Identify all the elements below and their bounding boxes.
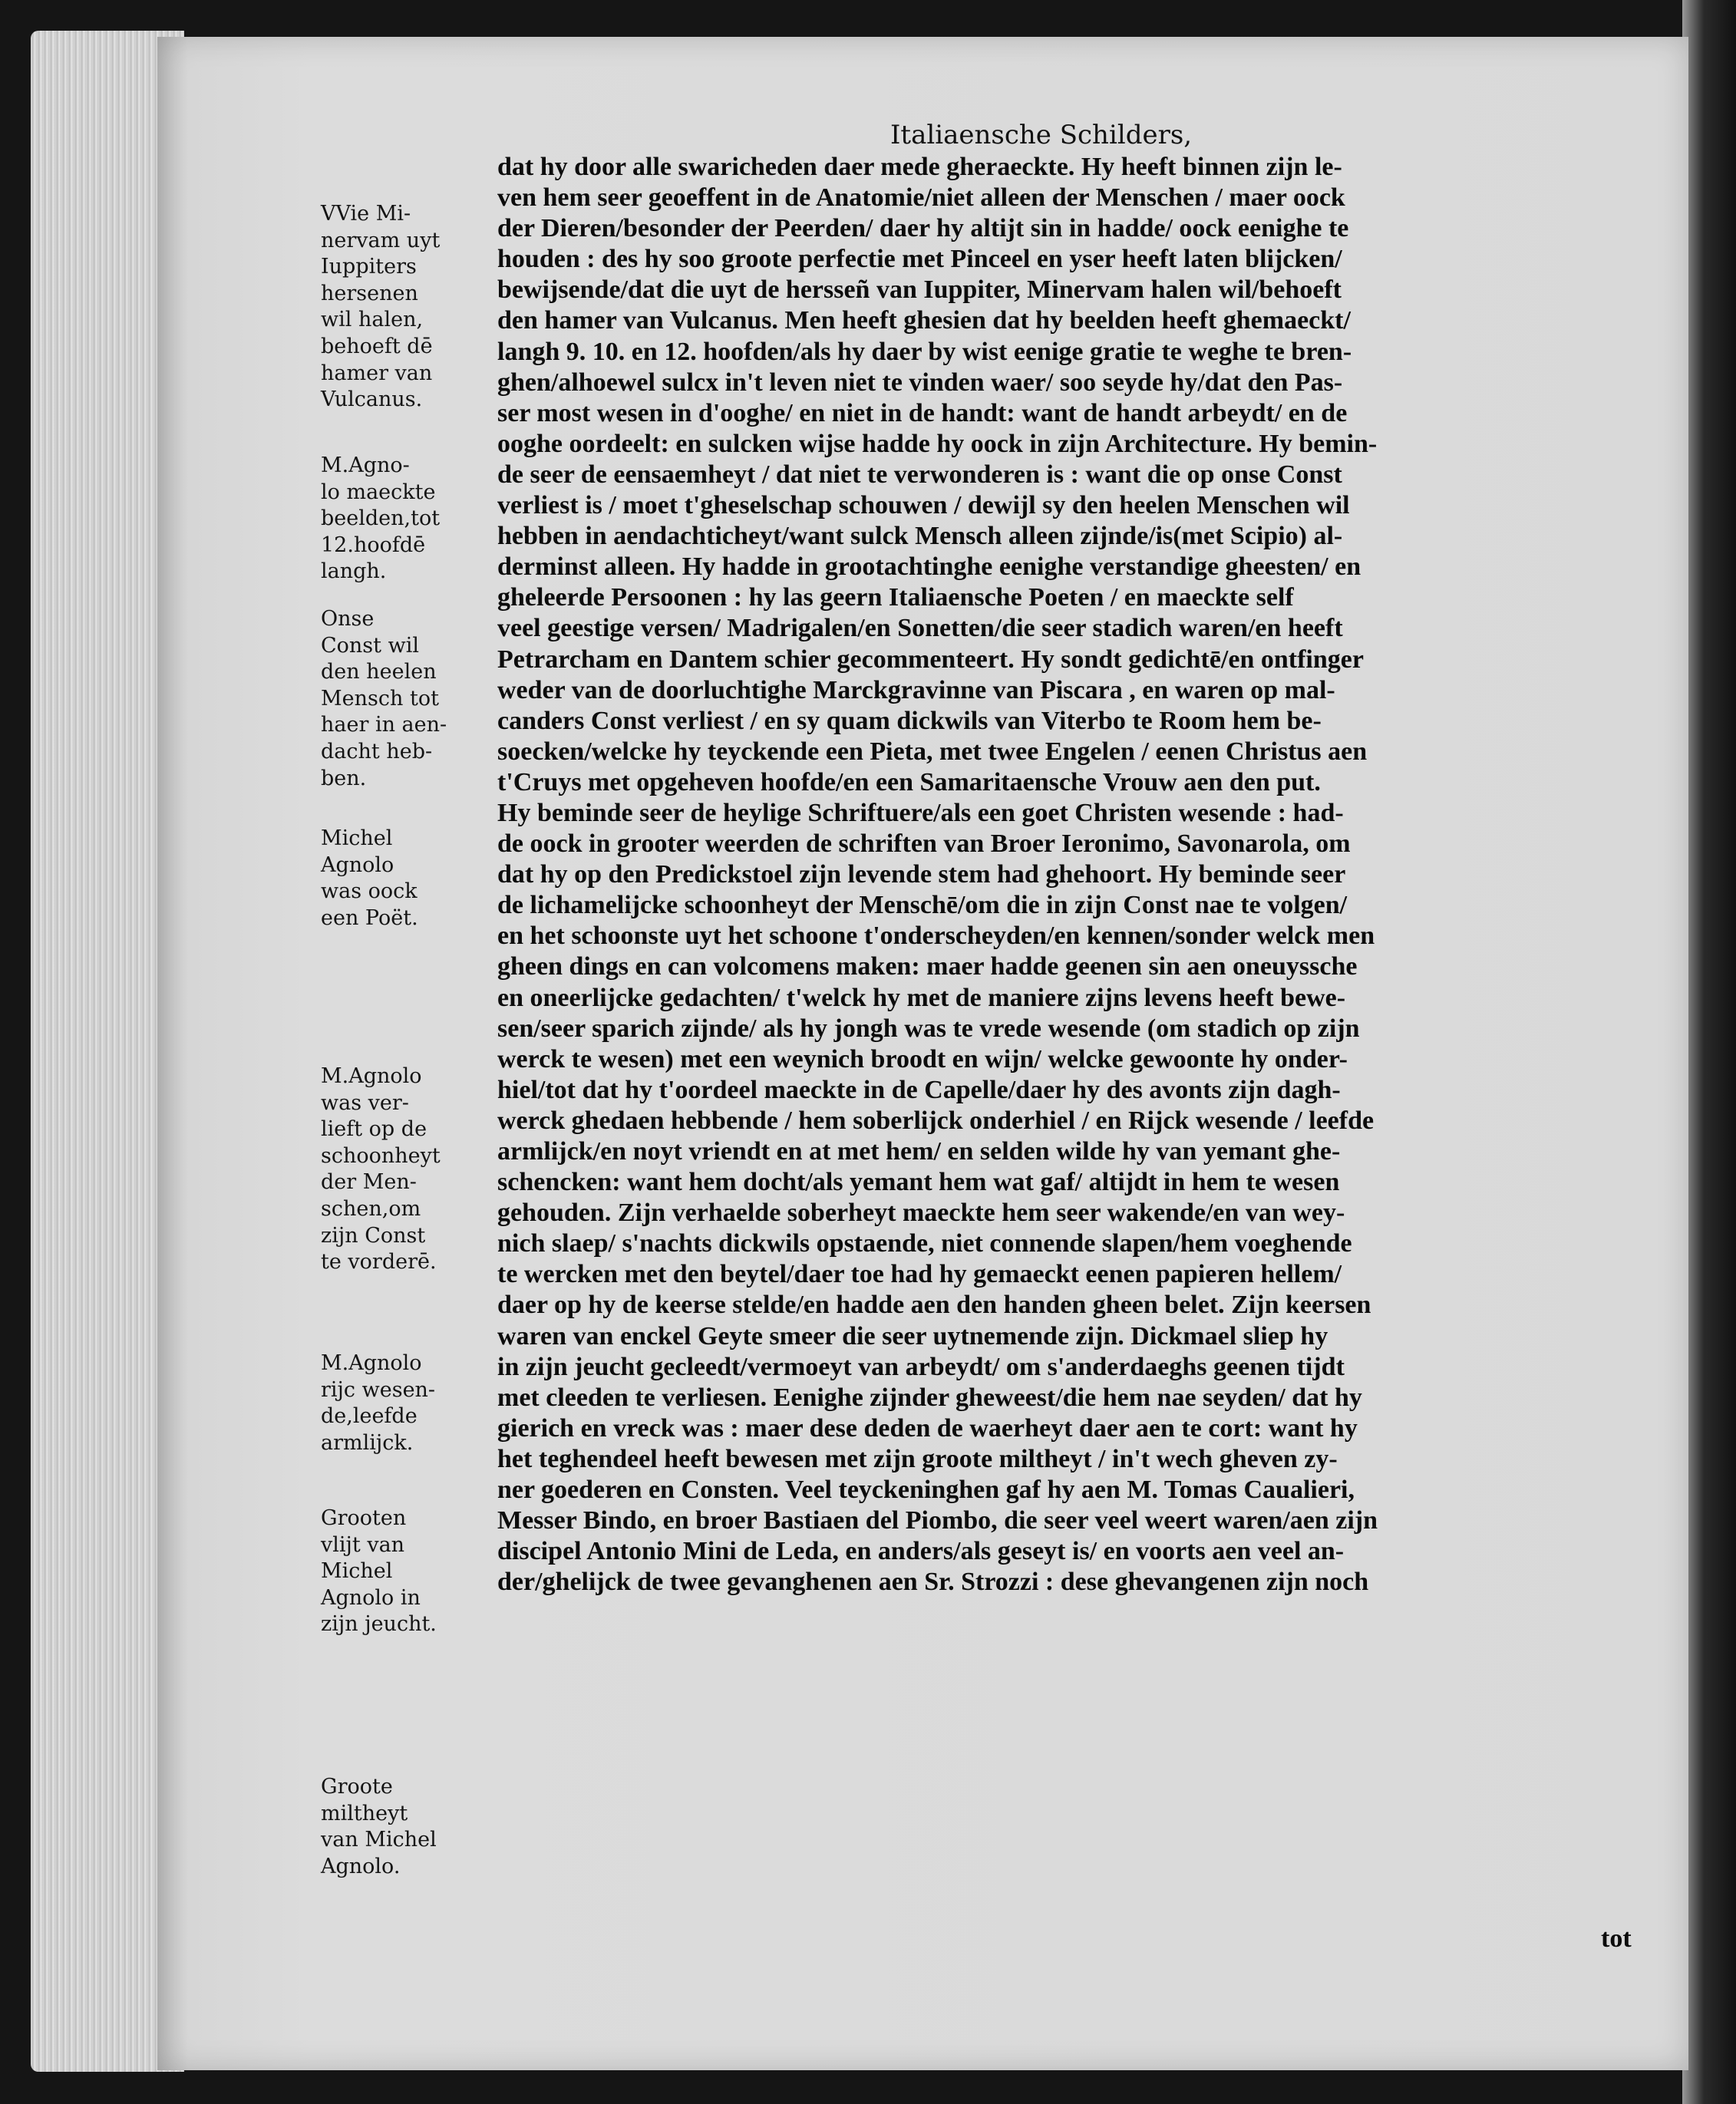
margin-note-line: hamer van bbox=[321, 361, 433, 385]
text-line: gierich en vreck was : maer dese deden de waerheyt daer aen te cort: want hy bbox=[497, 1413, 1358, 1443]
text-line: t'Cruys met opgeheven hoofde/en een Samaritaensche Vrouw aen den put. bbox=[497, 767, 1321, 796]
text-line: de seer de eensaemheyt / dat niet te verwonderen is : want die op onse Const bbox=[497, 460, 1342, 489]
margin-note bbox=[321, 826, 497, 932]
text-line: Hy beminde seer de heylige Schriftuere/als een goet Christen wesende : had- bbox=[497, 798, 1344, 827]
text-line: daer op hy de keerse stelde/en hadde aen den handen gheen belet. Zijn keersen bbox=[497, 1291, 1371, 1320]
margin-note-line: te vorderē. bbox=[321, 1250, 437, 1275]
text-line: der Dieren/besonder der Peerden/ daer hy altijt sin in hadde/ oock eenighe te bbox=[497, 214, 1349, 243]
text-line: en het schoonste uyt het schoone t'onderscheyden/en kennen/sonder welck men bbox=[497, 922, 1375, 951]
margin-note-line: schoonheyt bbox=[321, 1143, 441, 1168]
margin-note bbox=[321, 1774, 497, 1880]
margin-note-line: M.Agnolo bbox=[321, 1351, 422, 1375]
text-line: hebben in aendachticheyt/want sulck Mensch alleen zijnde/is(met Scipio) al- bbox=[497, 522, 1343, 551]
main-text-block bbox=[497, 152, 1633, 1598]
margin-note-line: was oock bbox=[321, 879, 417, 904]
text-line: gheen dings en can volcomens maken: maer hadde geenen sin aen oneuyssche bbox=[497, 952, 1358, 981]
margin-note-line: hersenen bbox=[321, 281, 418, 305]
margin-note-line: was ver- bbox=[321, 1090, 409, 1115]
text-line: canders Const verliest / en sy quam dickwils van Viterbo te Room hem be- bbox=[497, 706, 1322, 735]
text-line: ven hem seer geoeffent in de Anatomie/niet alleen der Menschen / maer oock bbox=[497, 183, 1345, 213]
margin-note-line: de,leefde bbox=[321, 1404, 417, 1429]
margin-note-line: langh. bbox=[321, 559, 387, 584]
text-line: te wercken met den beytel/daer toe had hy gemaeckt eenen papieren hellem/ bbox=[497, 1260, 1342, 1289]
text-line: der/ghelijck de twee gevanghenen aen Sr. Strozzi : dese ghevangenen zijn noch bbox=[497, 1568, 1369, 1597]
text-line: verliest is / moet t'gheselschap schouwen / dewijl sy den heelen Menschen wil bbox=[497, 491, 1350, 520]
text-line: de oock in grooter weerden de schriften van Broer Ieronimo, Savonarola, om bbox=[497, 829, 1351, 859]
text-line: den hamer van Vulcanus. Men heeft ghesien dat hy beelden heeft ghemaeckt/ bbox=[497, 306, 1351, 335]
text-line: discipel Antonio Mini de Leda, en anders/als geseyt is/ en voorts aen veel an- bbox=[497, 1537, 1345, 1566]
text-line: waren van enckel Geyte smeer die seer uytnemende zijn. Dickmael sliep hy bbox=[497, 1321, 1328, 1350]
margin-note-line: beelden,tot bbox=[321, 506, 441, 531]
margin-note-line: zijn jeucht. bbox=[321, 1612, 437, 1637]
margin-note-line: Iuppiters bbox=[321, 255, 417, 279]
text-line: soecken/welcke hy teyckende een Pieta, met twee Engelen / eenen Christus aen bbox=[497, 737, 1368, 766]
margin-note-line: zijn Const bbox=[321, 1223, 426, 1248]
text-line: Messer Bindo, en broer Bastiaen del Piombo, die seer veel weert waren/aen zijn bbox=[497, 1506, 1378, 1535]
text-line: ghen/alhoewel sulcx in't leven niet te vinden waer/ soo seyde hy/dat den Pas- bbox=[497, 368, 1343, 397]
margin-note-line: van Michel bbox=[321, 1828, 437, 1852]
margin-note bbox=[321, 606, 497, 792]
text-line: veel geestige versen/ Madrigalen/en Sonetten/die seer stadich waren/en heeft bbox=[497, 614, 1343, 643]
text-line: in zijn jeucht gecleedt/vermoeyt van arbeydt/ om s'anderdaeghs geenen tijdt bbox=[497, 1352, 1345, 1381]
text-line: ner goederen en Consten. Veel teyckeninghen gaf hy aen M. Tomas Caualieri, bbox=[497, 1476, 1355, 1505]
margin-note-line: armlijck. bbox=[321, 1430, 414, 1455]
margin-note-line: ben. bbox=[321, 766, 367, 790]
text-line: armlijck/en noyt vriendt en at met hem/ en selden wilde hy van yemant ghe- bbox=[497, 1137, 1341, 1166]
margin-note-line: dacht heb- bbox=[321, 739, 433, 763]
book-cover-edge bbox=[1682, 0, 1736, 2104]
margin-note-line: Vulcanus. bbox=[321, 387, 423, 412]
running-head: Italiaensche Schilders, bbox=[890, 120, 1193, 150]
margin-note-line: Michel bbox=[321, 1559, 393, 1584]
text-line: derminst alleen. Hy hadde in grootachtinghe eenighe verstandige gheesten/ en bbox=[497, 552, 1361, 582]
margin-note-line: behoeft dē bbox=[321, 334, 433, 358]
text-line: schencken: want hem docht/als yemant hem wat gaf/ altijdt in hem te wesen bbox=[497, 1168, 1340, 1197]
margin-note bbox=[321, 453, 497, 585]
text-line: werck ghedaen hebbende / hem soberlijck onderhiel / en Rijck wesende / leefde bbox=[497, 1106, 1375, 1135]
text-line: dat hy door alle swaricheden daer mede gheraeckte. Hy heeft binnen zijn le- bbox=[497, 153, 1342, 181]
margin-note-line: Mensch tot bbox=[321, 686, 439, 711]
text-line: het teghendeel heeft bewesen met zijn groote miltheyt / in't wech gheven zy- bbox=[497, 1444, 1338, 1473]
text-line: sen/seer sparich zijnde/ als hy jongh was te vrede wesende (om stadich op zijn bbox=[497, 1014, 1360, 1043]
text-line: bewijsende/dat die uyt de hersseñ van Iuppiter, Minervam halen wil/behoeft bbox=[497, 275, 1342, 305]
text-line: houden : des hy soo groote perfectie met Pinceel en yser heeft laten blijcken/ bbox=[497, 245, 1342, 274]
margin-note-line: wil halen, bbox=[321, 308, 424, 332]
margin-note-line: M.Agnolo bbox=[321, 1064, 422, 1088]
text-line: ooghe oordeelt: en sulcken wijse hadde hy oock in zijn Architecture. Hy bemin- bbox=[497, 429, 1378, 458]
catchword: tot bbox=[1601, 1924, 1632, 1953]
text-line: nich slaep/ s'nachts dickwils opstaende, niet connende slapen/hem voeghende bbox=[497, 1229, 1352, 1258]
text-line: gehouden. Zijn verhaelde soberheyt maeckte hem seer wakende/en van wey- bbox=[497, 1199, 1345, 1228]
margin-note-line: een Poët. bbox=[321, 905, 418, 930]
margin-note bbox=[321, 1064, 497, 1276]
text-line: langh 9. 10. en 12. hoofden/als hy daer by wist eenige gratie te weghe te bren- bbox=[497, 337, 1352, 366]
margin-note-line: M.Agno- bbox=[321, 453, 410, 477]
margin-note-line: Agnolo. bbox=[321, 1854, 401, 1878]
margin-note-line: Groote bbox=[321, 1775, 393, 1799]
text-line: met cleeden te verliesen. Eenighe zijnder gheweest/die hem nae seyden/ dat hy bbox=[497, 1383, 1362, 1412]
margin-note-line: Grooten bbox=[321, 1506, 407, 1530]
text-line: Petrarcham en Dantem schier gecommenteert. Hy sondt gedichtē/en ontfinger bbox=[497, 645, 1364, 674]
text-line: hiel/tot dat hy t'oordeel maeckte in de Capelle/daer hy des avonts zijn dagh- bbox=[497, 1075, 1341, 1104]
margin-note-line: Agnolo in bbox=[321, 1585, 421, 1610]
margin-note-line: schen,om bbox=[321, 1196, 421, 1221]
margin-note bbox=[321, 201, 497, 414]
margin-note-line: 12.hoofdē bbox=[321, 533, 426, 557]
text-line: ser most wesen in d'ooghe/ en niet in de handt: want de handt arbeydt/ en de bbox=[497, 398, 1348, 427]
margin-note-line: lo maeckte bbox=[321, 480, 436, 504]
margin-note-line: miltheyt bbox=[321, 1801, 408, 1825]
text-line: weder van de doorluchtighe Marckgravinne van Piscara , en waren op mal- bbox=[497, 675, 1335, 704]
margin-note-line: nervam uyt bbox=[321, 228, 441, 252]
margin-note-line: Onse bbox=[321, 607, 375, 631]
margin-note-line: Agnolo bbox=[321, 852, 394, 877]
margin-note bbox=[321, 1505, 497, 1638]
text-line: dat hy op den Predickstoel zijn levende stem had ghehoort. Hy beminde seer bbox=[497, 860, 1346, 889]
margin-note-line: vlijt van bbox=[321, 1532, 405, 1557]
text-line: gheleerde Persoonen : hy las geern Italiaensche Poeten / en maeckte self bbox=[497, 583, 1294, 612]
margin-note-line: der Men- bbox=[321, 1170, 417, 1195]
margin-note-line: den heelen bbox=[321, 660, 437, 684]
margin-note-line: VVie Mi- bbox=[321, 202, 411, 226]
margin-note-line: lieft op de bbox=[321, 1117, 427, 1142]
text-line: en oneerlijcke gedachten/ t'welck hy met de maniere zijns levens heeft bewe- bbox=[497, 983, 1346, 1012]
margin-note-line: haer in aen- bbox=[321, 713, 447, 737]
text-line: werck te wesen) met een weynich broodt en wijn/ welcke gewoonte hy onder- bbox=[497, 1044, 1348, 1073]
margin-note bbox=[321, 1350, 497, 1456]
margin-note-line: Michel bbox=[321, 826, 393, 850]
margin-note-line: Const wil bbox=[321, 633, 419, 658]
margin-note-line: rijc wesen- bbox=[321, 1377, 436, 1402]
text-line: de lichamelijcke schoonheyt der Menschē/om die in zijn Const nae te volgen/ bbox=[497, 891, 1348, 920]
